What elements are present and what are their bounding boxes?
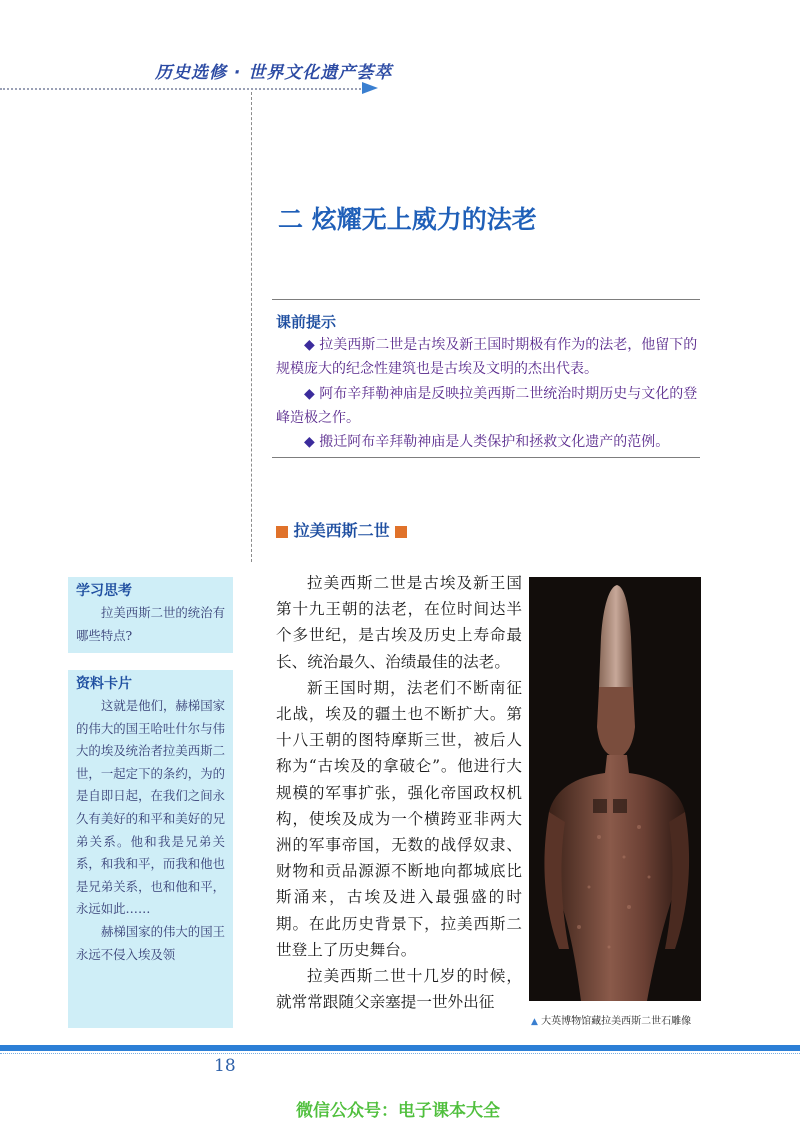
diamond-bullet-icon: ◆: [304, 385, 315, 402]
page-number: 18: [214, 1056, 236, 1076]
section-heading: [276, 518, 407, 541]
diamond-bullet-icon: ◆: [304, 434, 315, 451]
section-heading-text: 拉美西斯二世: [293, 521, 390, 540]
series-title: 历史选修 · 世界文化遗产荟萃: [155, 63, 393, 83]
preview-heading: 课前提示: [276, 313, 337, 331]
main-body-text: [276, 570, 522, 1015]
triangle-marker-icon: ▲: [531, 1017, 538, 1027]
info-card-heading: 资料卡片: [76, 676, 132, 692]
preview-item: ◆ 拉美西斯二世是古埃及新王国时期极有作为的法老，他留下的规模庞大的纪念性建筑也是古埃及文明的杰出代表。: [276, 337, 698, 378]
caption-text: 大英博物馆藏拉美西斯二世石雕像: [541, 1016, 692, 1027]
figure-caption: [531, 1013, 703, 1031]
diamond-bullet-icon: ◆: [304, 337, 315, 353]
preview-bottom-rule: [272, 457, 700, 458]
header-arrow-icon: [362, 82, 378, 94]
info-card-paragraph: 这就是他们，赫梯国家的伟大的国王哈吐什尔与伟大的埃及统治者拉美西斯二世，一起定下的条约，为的是自即日起，在我们之间永久有美好的和平和美好的兄弟关系。他和我是兄弟关系，和我和平，而我和他也是兄弟关系，也和他和平，永远如此……: [76, 698, 225, 917]
info-card-box: [68, 670, 233, 1028]
body-paragraph: 拉美西斯二世是古埃及新王国第十九王朝的法老，在位时间达半个多世纪，是古埃及历史上寿命最长、统治最久、治绩最佳的法老。: [276, 574, 522, 671]
study-think-text: 拉美西斯二世的统治有哪些特点?: [76, 605, 225, 643]
info-card-paragraph: 赫梯国家的伟大的国王永远不侵入埃及领: [76, 923, 225, 962]
body-paragraph: 拉美西斯二世十几岁的时候，就常常跟随父亲塞提一世外出征: [276, 967, 522, 1012]
square-marker-icon: [276, 526, 288, 538]
header-dotted-rule: [0, 88, 365, 90]
footer-bar: [0, 1045, 800, 1051]
body-paragraph: 新王国时期，法老们不断南征北战，埃及的疆土也不断扩大。第十八王朝的图特摩斯三世，被后人称为“古埃及的拿破仑”。他进行大规模的军事扩张，强化帝国政权机构，使埃及成为一个横跨亚非两大洲的军事帝国，无数的战俘奴隶、财物和贡品源源不断地向都城底比斯涌来，古埃及进入最强盛的时期。在此历史背景下，拉美西斯二世登上了历史舞台。: [276, 678, 522, 959]
study-think-heading: 学习思考: [76, 583, 132, 599]
chapter-title: 二 炫耀无上威力的法老: [278, 205, 537, 234]
watermark: 微信公众号：电子课本大全: [296, 1101, 500, 1121]
preview-item: ◆ 搬迁阿布辛拜勒神庙是人类保护和拯救文化遗产的范例。: [304, 434, 670, 451]
footer-dotted-rule: [0, 1053, 800, 1054]
preview-item: ◆ 阿布辛拜勒神庙是反映拉美西斯二世统治时期历史与文化的登峰造极之作。: [276, 385, 698, 426]
margin-dashed-divider: [251, 92, 252, 562]
statue-illustration: [529, 577, 701, 1001]
study-think-box: [68, 577, 233, 653]
ramesses-statue-photo: [529, 577, 701, 1001]
square-marker-icon: [395, 526, 407, 538]
preview-list: [276, 333, 700, 454]
preview-top-rule: [272, 299, 700, 300]
